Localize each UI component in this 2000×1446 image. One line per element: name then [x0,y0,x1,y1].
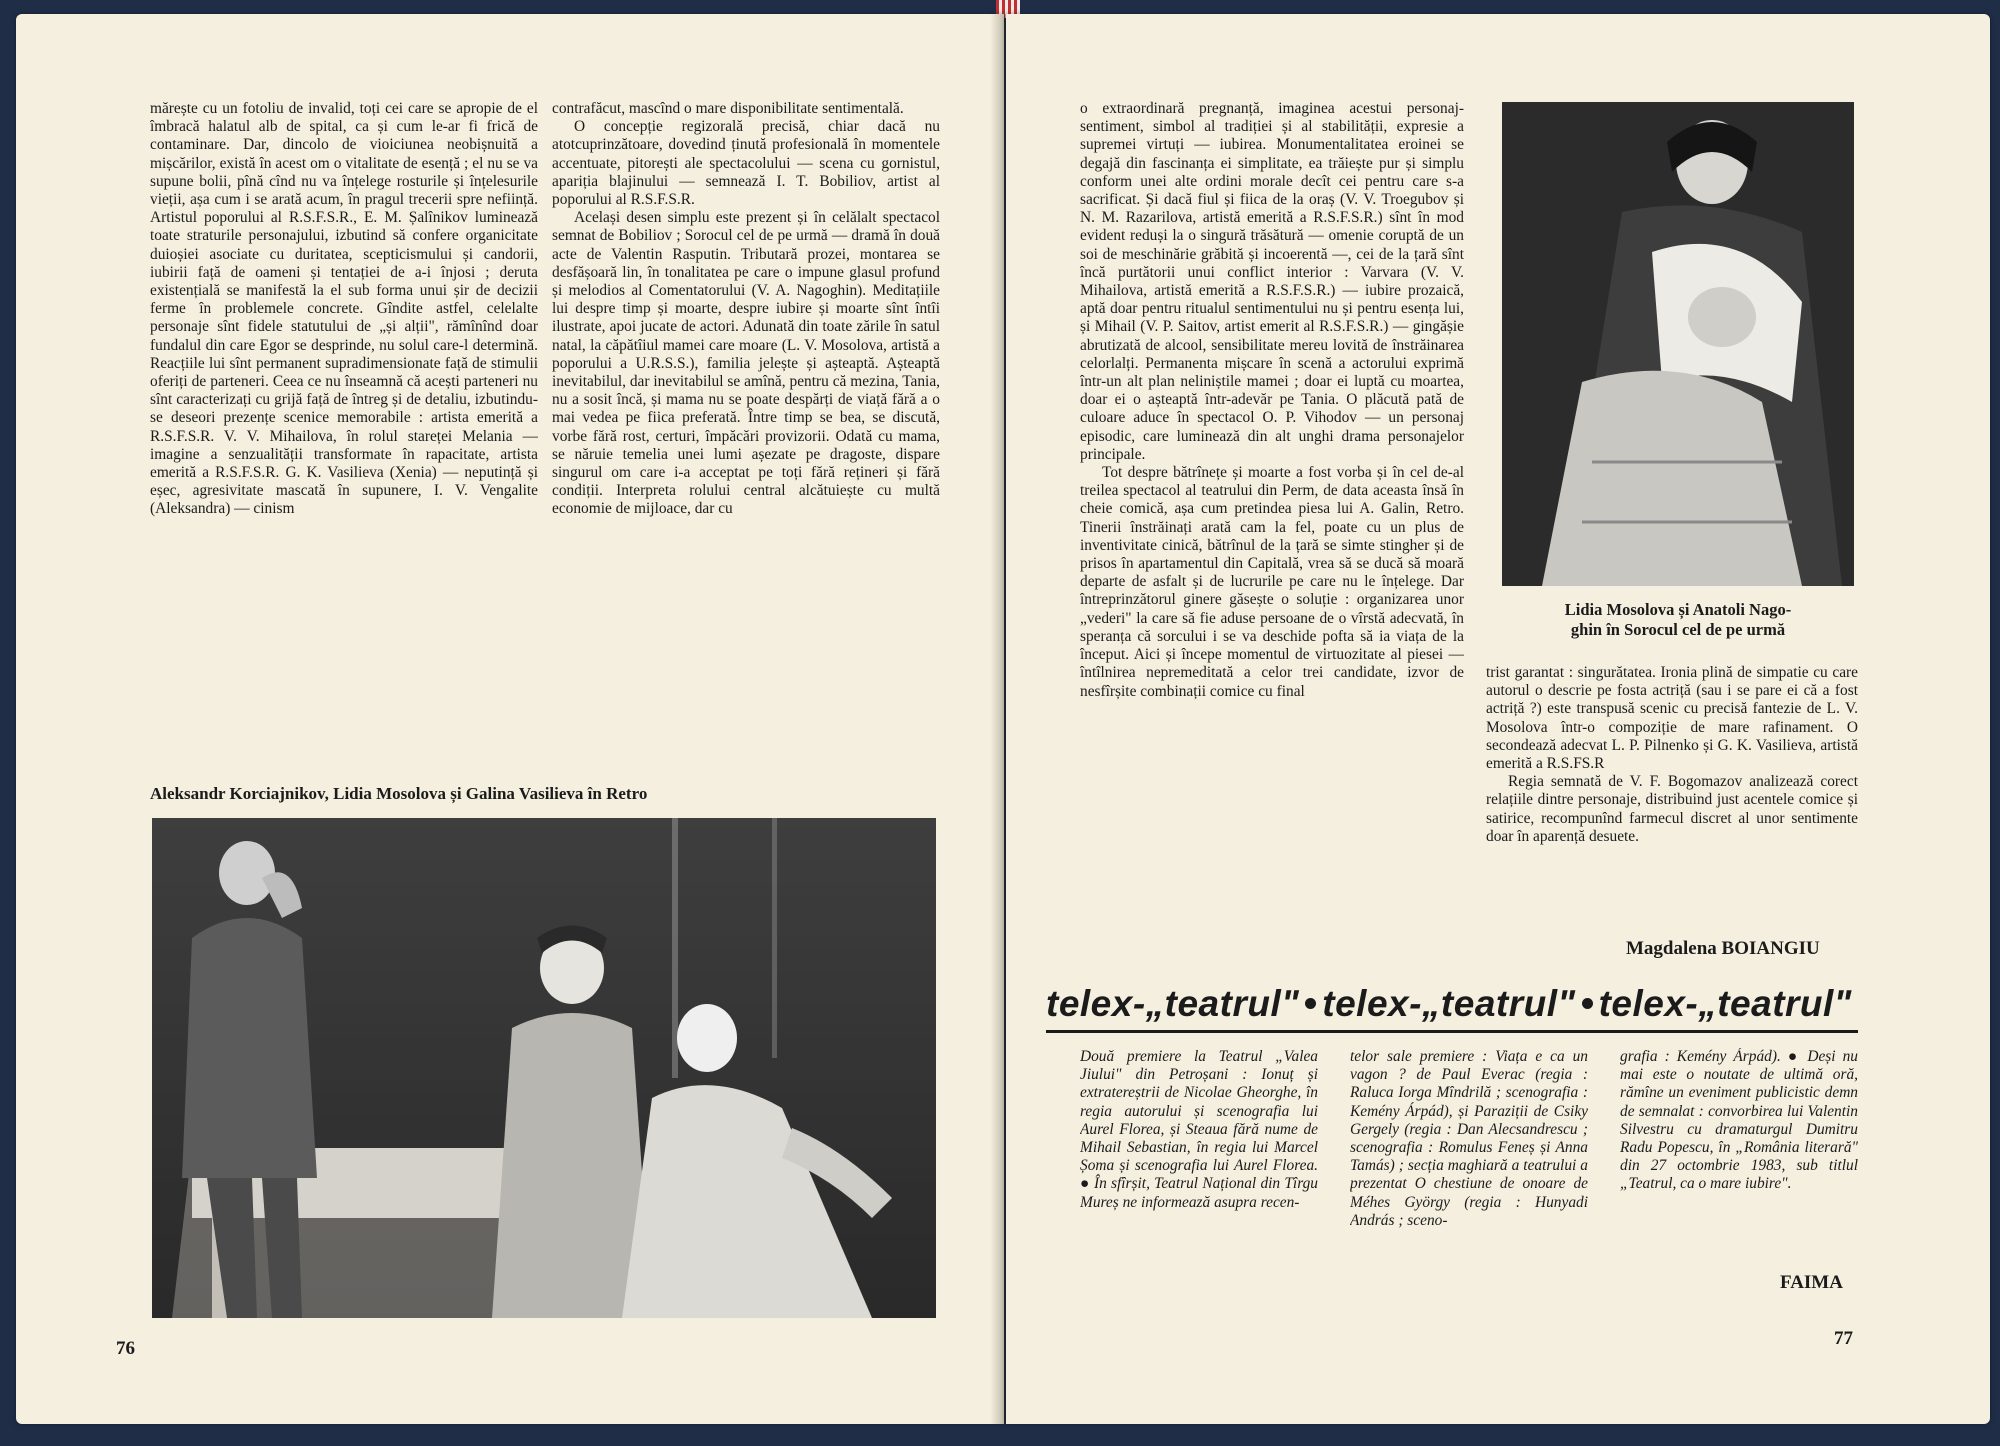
telex-column-3: grafia : Kemény Árpád). ● Deși nu mai este o noutate de ultimă oră, rămîne un eveniment publicistic demn de semnalat : convorbirea lui Valentin Silvestru cu dramaturgul Dumitru Radu Popescu, în „România literară" din 27 octombrie 1983, sub titlul „Teatrul, ca o mare iubire". [1620,1048,1858,1193]
sorocul-caption-line-1: Lidia Mosolova și Anatoli Nago- [1564,600,1792,619]
sorocul-caption-line-2: ghin în Sorocul cel de pe urmă [1570,620,1786,639]
article-author: Magdalena BOIANGIU [1626,938,1820,959]
right-page-column-2 [1486,664,1858,934]
right-col1-paragraph-1: o extraordinară pregnanță, imaginea acestui personaj-sentiment, simbol al tradiției și al stabilității, expresie a supremei virtuți — iubirea. Monumentalitatea eroinei se degajă din fascinanța ei simplitate, ea trăiește pur și simplu conform unei alte ordini morale decît cei pentru care s-a sacrificat. Și dacă fiul și fiica de la oraș (V. V. Troegubov și N. M. Razarilova, artistă emerită a R.S.F.S.R.) sînt în mod evident reduși la o singură trăsătură — omenie coruptă de un soi de meschinărie grăbită și incoerentă —, cei de la țară sînt încă purtătorii unui conflict interior : Varvara (V. V. Mihailova, artistă emerită a R.S.F.S.R.) — iubire prozaică, aptă doar pentru ritualul sentimentului nu și pentru esența lui, și Mihail (V. P. Saitov, artist emerit al R.S.F.S.R.) — gingășie abrutizată de alcool, sensibilitate mereu lovită de înstrăinarea celorlalți. Permanenta mișcare în scenă a actorului exprimă într-un alt plan neliniștile mamei ; doar ei luptă cu moartea, doar ei o așteaptă într-adevăr pe Tania. O plăcută pată de culoare aduce în spectacol O. P. Vihodov — un personaj episodic, care luminează din alt unghi drama personajelor principale. [1080,100,1464,463]
retro-stage-photo [152,818,936,1318]
sorocul-stage-photo [1502,102,1854,586]
left-col1-paragraph-1: mărește cu un fotoliu de invalid, toți cei care se apropie de el îmbracă halatul alb de spital, ca și cum le-ar fi frică de contaminare. Dar, dincolo de vioiciunea neobișnuită a mișcărilor, există în acest om o vitalitate de esență ; el nu se va supune bolii, pînă cînd nu va înțelege rosturile și înțelesurile vieții, așa cum i se arată acum, în pragul trecerii spre neființă. Artistul poporului al R.S.F.S.R., E. M. Șalînikov luminează toate straturile personajului, izbutind să confere organicitate duioșiei asociate cu duritatea, scepticismului și candorii, iubirii față de oameni și tentației de a-i înjosi ; deruta existențială se manifestă la el sub forma unui șir de decizii ferme în problemele concrete. Gîndite astfel, celelalte personaje sînt fidele statutului de „și alții", rămînînd doar fundalul din care Egor se desprinde, nu solul care-l determină. Reacțiile lui sînt permanent supradimensionate față de stimulii oferiți de parteneri. Ceea ce nu înseamnă că acești parteneri nu sînt caracterizați cu grijă față de întreg și de detaliu, izbutindu-se deseori prezențe scenice memorabile : artista emerită a R.S.F.S.R. V. V. Mihailova, în rolul stareței Melania — imagine a senzualității transformate în rapacitate, artista emerită a R.S.F.S.R. G. K. Vasilieva (Xenia) — neputință și eșec, agresivitate mascată în supunere, I. V. Vengalite (Aleksandra) — cinism [150,100,538,518]
left-col2-paragraph-1: contrafăcut, mascînd o mare disponibilitate sentimentală. [552,100,904,117]
left-col2-paragraph-3: Același desen simplu este prezent și în celălalt spectacol semnat de Bobiliov ; Sorocul cel de pe urmă — dramă în două acte de Valentin Rasputin. Tributară prozei, montarea se desfășoară lin, în tonalitatea pe care o impune glasul profund și melodios al Comentatorului (V. A. Nagoghin). Meditațiile lui despre timp și moarte, despre iubire și moarte sînt întîi ilustrate, apoi jucate de actori. Adunată din toate zările în satul natal, la căpătîiul mamei care moare (L. V. Mosolova, artistă a poporului a U.R.S.S.), familia jelește și așteaptă. Așteaptă inevitabilul, dar inevitabilul se amînă, pentru că mezina, Tania, nu a sosit încă, și mama nu se poate despărți de viață fără a o mai vedea pe fiica preferată. Între timp se bea, se discută, vorbe fără rost, certuri, împăcări provizorii. Odată cu mama, se năruie temelia unei lumi așezate pe dragoste, dispare singurul om care i-a acceptat pe toți fără rețineri și fără condiții. Interpreta rolului central alcătuiește cu multă economie de mijloace, dar cu [552,209,940,518]
sorocul-photo-caption [1502,600,1854,640]
telex-column-2: telor sale premiere : Viața e ca un vagon ? de Paul Everac (regia : Raluca Iorga Mîndrilă ; scenografia : Kemény Árpád), și Paraziții de Csiky Gergely (regia : Dan Alecsandrescu ; scenografia : Romulus Feneș și Anna Tamás) ; secția maghiară a teatrului a prezentat O chestiune de onoare de Méhes György (regia : Hunyadi András ; sceno- [1350,1048,1588,1229]
left-col2-paragraph-2: O concepție regizorală precisă, chiar dacă nu atotcuprinzătoare, dovedind ținută profesională în momentele accentuate, pitorești ale spectacolului — scena cu gornistul, apariția blajinului — semnează I. T. Bobiliov, artist al poporului al R.S.F.S.R. [552,118,940,209]
telex-signature: FAIMA [1780,1272,1843,1293]
telex-column-1: Două premiere la Teatrul „Valea Jiului" din Petroșani : Ionuț și extratereștrii de Nicolae Gheorghe, în regia autorului și scenografia lui Aurel Florea, și Steaua fără nume de Mihail Sebastian, în regia lui Marcel Șoma și scenografia lui Aurel Florea. ● În sfîrșit, Teatrul Național din Tîrgu Mureș ne informează asupra recen- [1080,1048,1318,1211]
retro-photo-caption: Aleksandr Korciajnikov, Lidia Mosolova și Galina Vasilieva în Retro [150,784,648,803]
left-page-column-1 [150,100,538,728]
left-page-column-2 [552,100,940,728]
bullet-icon [1305,998,1316,1009]
right-page-number: 77 [1834,1328,1853,1349]
right-page-column-1 [1080,100,1464,970]
left-page-number: 76 [116,1338,135,1359]
right-col2-paragraph-1: trist garantat : singurătatea. Ironia plină de simpatie cu care autorul o descrie pe fosta actriță (sau i se pare ei că a fost actriță ?) este transpusă scenic cu precisă fantezie de L. V. Mosolova într-o compoziție de mare rafinament. O secondează adecvat L. P. Pilnenko și G. K. Vasilieva, artistă emerită a R.S.FS.R [1486,664,1858,773]
telex-teatrul-banner [1046,980,1858,1028]
sorocul-stage-photo-illustration [1502,102,1854,586]
right-col2-paragraph-2: Regia semnată de V. F. Bogomazov analizează corect relațiile dintre personaje, distribuind just acentele comice și satirice, recompunînd farmecul discret al unor sentimente doar în aparență desuete. [1486,773,1858,845]
telex-banner-segment-2: telex-„teatrul" [1322,983,1576,1024]
telex-banner-segment-1: telex-„teatrul" [1046,983,1300,1024]
left-page [16,14,1004,1424]
retro-stage-photo-illustration [152,818,936,1318]
right-col1-paragraph-2: Tot despre bătrînețe și moarte a fost vorba și în cel de-al treilea spectacol al teatrului din Perm, de data aceasta însă în cheie comică, așa cum pretindea piesa lui A. Galin, Retro. Tinerii înstrăinați arată cam la fel, poate cu un plus de inventivitate cinică, bătrînul de la țară se simte stingher și de prisos în apartamentul din Capitală, vrea să se ducă să moară departe de asfalt și de lucrurile pe care nu le înțelege. Dar întreprinzătorul ginere găsește o soluție : organizarea unor „vederi" la care să fie aduse persoane de o vîrstă adecvată, în speranța că sorcului i se va deschide pofta să ia viața de la început. Aici și începe momentul de virtuozitate al piesei — întîlnirea nepremeditată a celor trei candidate, izvor de nesfîrșite combinații comice cu final [1080,464,1464,700]
telex-banner-segment-3: telex-„teatrul" [1598,983,1852,1024]
telex-banner-underline [1046,1030,1858,1033]
bullet-icon [1582,998,1593,1009]
